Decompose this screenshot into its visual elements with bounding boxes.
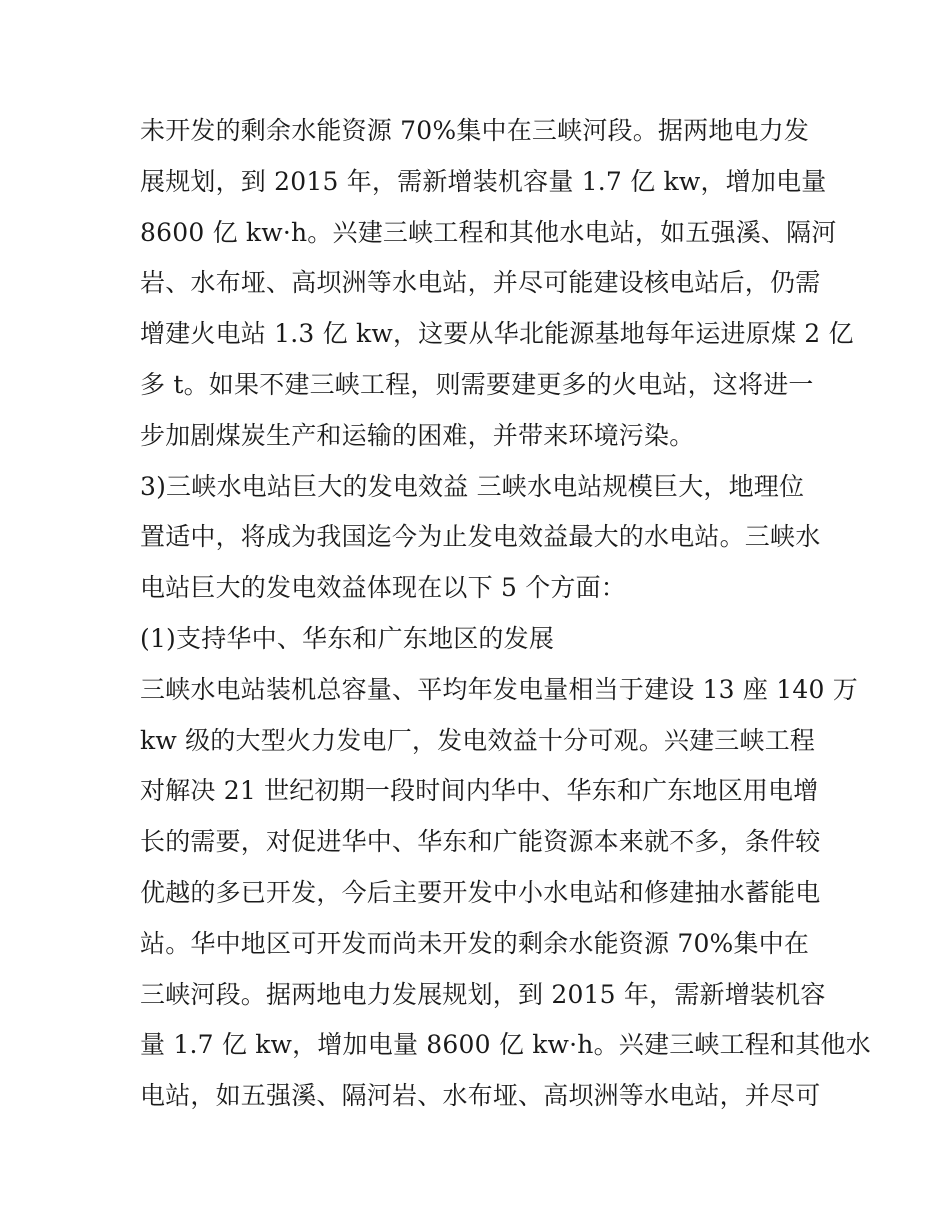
text-line: 岩、水布垭、高坝洲等水电站，并尽可能建设核电站后，仍需 — [140, 268, 821, 298]
text-line: 置适中，将成为我国迄今为止发电效益最大的水电站。三峡水 — [140, 522, 821, 552]
text-line: 多 t。如果不建三峡工程，则需要建更多的火电站，这将进一 — [140, 369, 814, 399]
text-line: 优越的多已开发，今后主要开发中小水电站和修建抽水蓄能电 — [140, 877, 821, 907]
text-line: 长的需要，对促进华中、华东和广能资源本来就不多，条件较 — [140, 827, 821, 857]
text-line: kw 级的大型火力发电厂，发电效益十分可观。兴建三峡工程 — [140, 725, 816, 755]
text-line: 8600 亿 kw·h。兴建三峡工程和其他水电站，如五强溪、隔河 — [140, 217, 837, 247]
text-line: 电站巨大的发电效益体现在以下 5 个方面： — [140, 573, 627, 603]
text-line: 三峡水电站装机总容量、平均年发电量相当于建设 13 座 140 万 — [140, 674, 858, 704]
subheading-line: (1)支持华中、华东和广东地区的发展 — [140, 623, 555, 653]
section-heading-line: 3)三峡水电站巨大的发电效益 三峡水电站规模巨大，地理位 — [140, 471, 805, 501]
text-line: 增建火电站 1.3 亿 kw，这要从华北能源基地每年运进原煤 2 亿 — [140, 319, 854, 349]
body-text — [140, 106, 871, 1122]
text-line: 步加剧煤炭生产和运输的困难，并带来环境污染。 — [140, 420, 695, 450]
text-line: 站。华中地区可开发而尚未开发的剩余水能资源 70%集中在 — [140, 928, 810, 958]
text-line: 量 1.7 亿 kw，增加电量 8600 亿 kw·h。兴建三峡工程和其他水 — [140, 1030, 871, 1060]
text-line: 三峡河段。据两地电力发展规划，到 2015 年，需新增装机容 — [140, 979, 826, 1009]
text-line: 电站，如五强溪、隔河岩、水布垭、高坝洲等水电站，并尽可 — [140, 1081, 821, 1111]
text-line: 展规划，到 2015 年，需新增装机容量 1.7 亿 kw，增加电量 — [140, 166, 827, 196]
text-line: 未开发的剩余水能资源 70%集中在三峡河段。据两地电力发 — [140, 116, 810, 145]
text-line: 对解决 21 世纪初期一段时间内华中、华东和广东地区用电增 — [140, 776, 819, 806]
